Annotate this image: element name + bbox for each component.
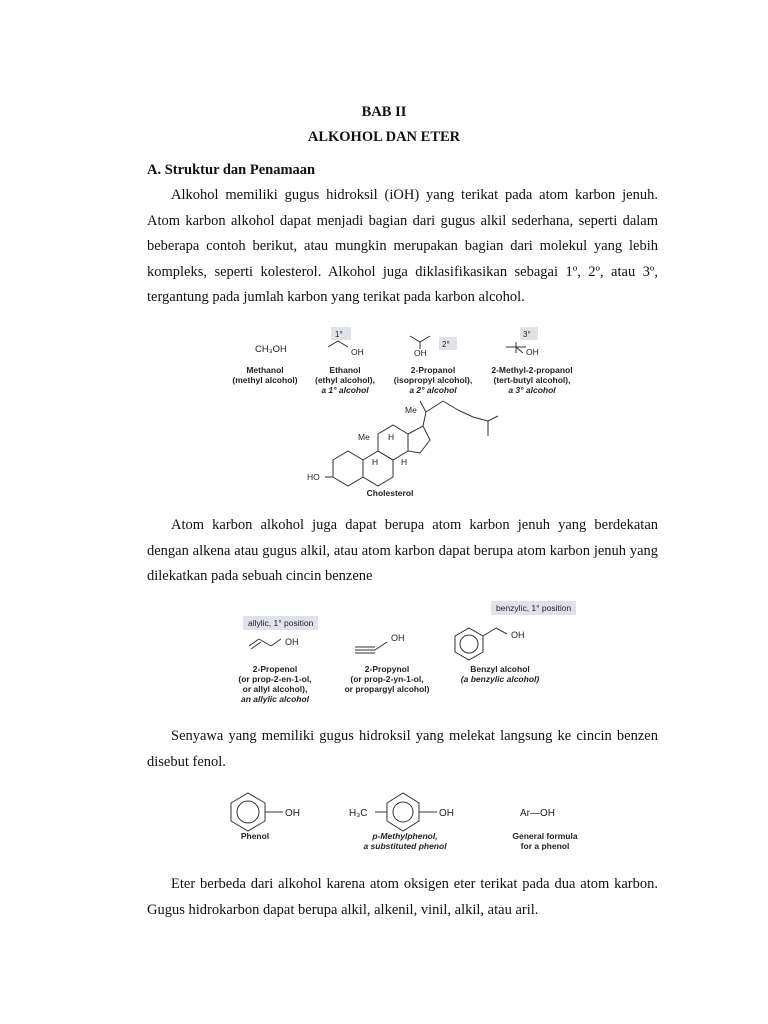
propanol-oh: OH [414, 348, 427, 358]
propenol-label: 2-Propenol (or prop-2-en-1-ol, or allyl alcohol), an allylic alcohol [238, 664, 312, 704]
propynol-label: 2-Propynol (or prop-2-yn-1-ol, or propargyl alcohol) [344, 664, 430, 694]
methylphenol-ring [375, 793, 437, 831]
propanol-label: 2-Propanol (isopropyl alcohol), a 2° alcohol [393, 365, 473, 395]
methanol-formula: CH₃OH [255, 344, 287, 355]
ethanol-oh: OH [351, 347, 364, 357]
benzyl-bonds [455, 628, 507, 660]
ethanol-bonds [328, 341, 348, 347]
paragraph-3: Senyawa yang memiliki gugus hidroksil yang melekat langsung ke cincin benzen disebut fenol. [147, 728, 658, 770]
cholesterol-label: Cholesterol [366, 488, 414, 498]
butanol-bond-3 [516, 347, 523, 353]
section-heading: A. Struktur dan Penamaan [147, 162, 316, 178]
propynol-oh: OH [391, 633, 405, 643]
propenol-oh: OH [285, 637, 299, 647]
butanol-oh: OH [526, 347, 539, 357]
cholesterol-ho: HO [307, 472, 320, 482]
methylphenol-prefix: H₃C [349, 808, 368, 819]
ethanol-label: Ethanol (ethyl alcohol), a 1° alcohol [315, 365, 375, 395]
phenol-ring [231, 793, 283, 831]
butanol-tag: 3° [523, 330, 531, 339]
general-formula-label: General formula for a phenol [512, 831, 578, 851]
phenol-label: Phenol [240, 831, 270, 841]
propynol-bonds [355, 642, 387, 653]
cholesterol-h-2: H [372, 457, 379, 467]
methylphenol-label: p-Methylphenol, a substituted phenol [363, 831, 447, 851]
propanol-bonds [410, 336, 430, 342]
chapter-subtitle: ALKOHOL DAN ETER [307, 129, 461, 145]
benzyl-label: Benzyl alcohol (a benzylic alcohol) [460, 664, 540, 684]
figure-phenols [215, 783, 605, 863]
alcohol-structures-diagram [230, 322, 590, 502]
paragraph-1: Alkohol memiliki gugus hidroksil (iOH) yang terikat pada atom karbon jenuh. Atom karbon alkohol dapat menjadi bagian dari gugus alkil sederhana, seperti dalam beberapa contoh berikut, atau mungkin merupakan bagian dari molekul yang lebih kompleks, seperti kolesterol. Alkohol juga diklasifikasikan sebagai 1º, 2º, atau 3º, tergantung pada jumlah karbon yang terikat pada karbon alcohol. [147, 187, 658, 305]
methylphenol-oh: OH [439, 808, 454, 819]
phenol-structures-diagram [215, 783, 605, 863]
cholesterol-me-1: Me [405, 405, 417, 415]
butanol-label: 2-Methyl-2-propanol (tert-butyl alcohol), a 3° alcohol [491, 365, 573, 395]
methanol-label: Methanol (methyl alcohol) [232, 365, 298, 385]
ethanol-tag: 1° [335, 330, 343, 339]
cholesterol-h-3: H [401, 457, 408, 467]
benzylic-tag: benzylic, 1° position [491, 601, 576, 615]
propanol-tag: 2° [442, 340, 450, 349]
allylic-tag: allylic, 1° position [243, 616, 318, 630]
general-formula: Ar—OH [520, 808, 555, 819]
cholesterol-me-2: Me [358, 432, 370, 442]
paragraph-2: Atom karbon alkohol juga dapat berupa atom karbon jenuh yang berdekatan dengan alkena atau gugus alkil, atau atom karbon dapat berupa atom karbon jenuh yang dilekatkan pada sebuah cincin benzene [147, 517, 658, 584]
chapter-title: BAB II [361, 104, 407, 120]
phenol-oh: OH [285, 808, 300, 819]
benzyl-oh: OH [511, 630, 525, 640]
figure-allylic-benzylic [215, 598, 605, 716]
paragraph-4: Eter berbeda dari alkohol karena atom oksigen eter terikat pada dua atom karbon. Gugus hidrokarbon dapat berupa alkil, alkenil, vinil, alkil, atau aril. [147, 876, 658, 918]
propenol-bonds [249, 639, 281, 649]
cholesterol-h-1: H [388, 432, 395, 442]
figure-alcohol-classes [230, 322, 590, 502]
